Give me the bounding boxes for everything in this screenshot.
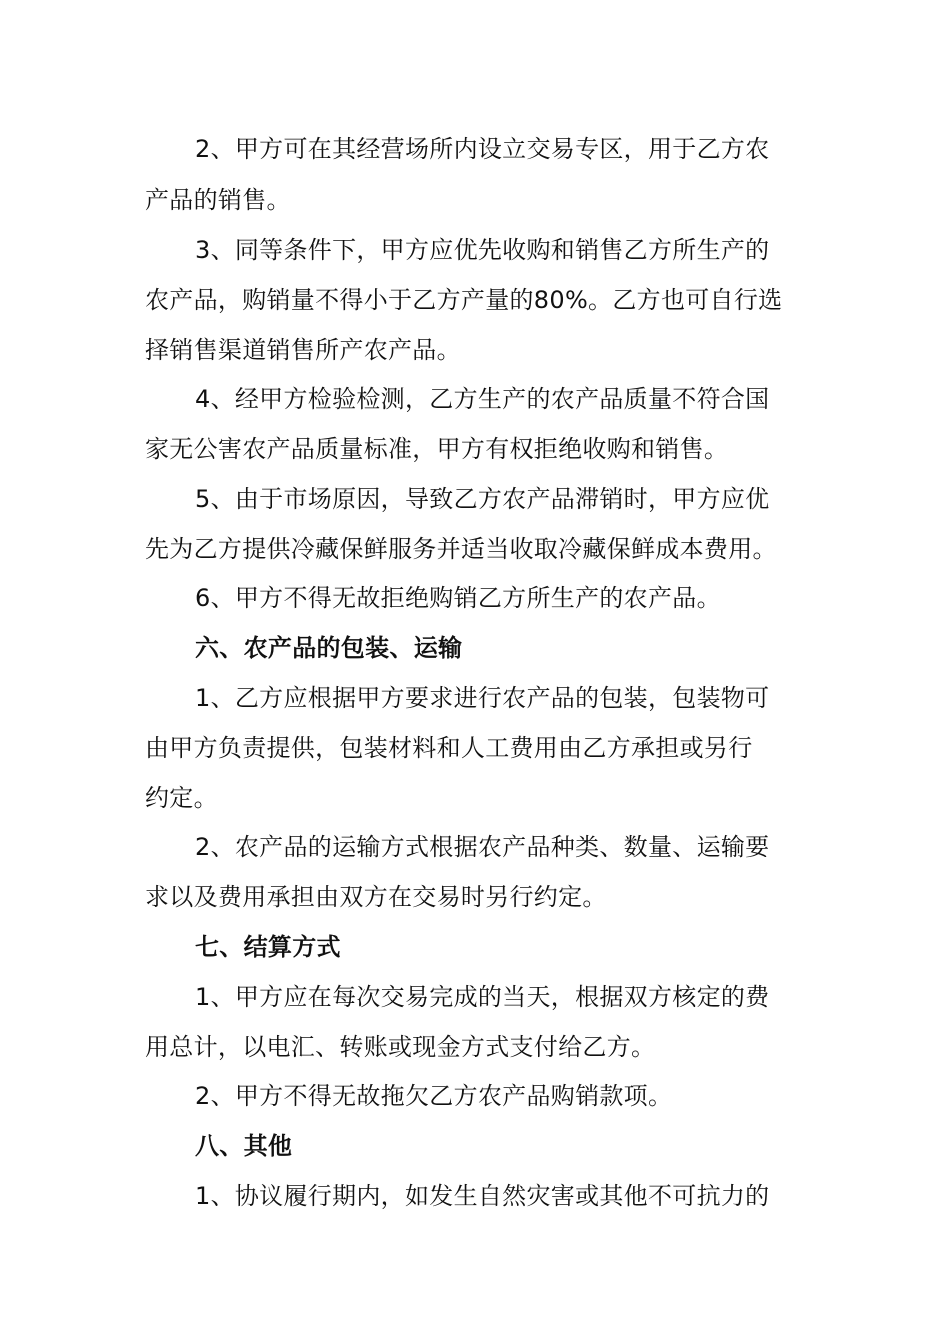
paragraph-line: 产品的销售。	[145, 186, 291, 214]
paragraph-line: 由甲方负责提供，包装材料和人工费用由乙方承担或另行	[145, 734, 753, 762]
paragraph-line: 农产品，购销量不得小于乙方产量的80%。乙方也可自行选	[145, 286, 783, 314]
section-heading: 六、农产品的包装、运输	[195, 634, 463, 662]
paragraph-line: 1、甲方应在每次交易完成的当天，根据双方核定的费	[195, 983, 770, 1011]
section-heading: 七、结算方式	[195, 933, 341, 961]
paragraph-line: 6、甲方不得无故拒绝购销乙方所生产的农产品。	[195, 584, 721, 612]
paragraph-line: 2、甲方可在其经营场所内设立交易专区，用于乙方农	[195, 135, 770, 163]
paragraph-line: 择销售渠道销售所产农产品。	[145, 336, 461, 364]
paragraph-line: 约定。	[145, 784, 218, 812]
paragraph-line: 1、乙方应根据甲方要求进行农产品的包装，包装物可	[195, 684, 770, 712]
paragraph-line: 先为乙方提供冷藏保鲜服务并适当收取冷藏保鲜成本费用。	[145, 535, 777, 563]
paragraph-line: 2、甲方不得无故拖欠乙方农产品购销款项。	[195, 1082, 673, 1110]
paragraph-line: 5、由于市场原因，导致乙方农产品滞销时，甲方应优	[195, 485, 770, 513]
paragraph-line: 用总计，以电汇、转账或现金方式支付给乙方。	[145, 1033, 656, 1061]
paragraph-line: 3、同等条件下，甲方应优先收购和销售乙方所生产的	[195, 236, 770, 264]
paragraph-line: 4、经甲方检验检测，乙方生产的农产品质量不符合国	[195, 385, 770, 413]
paragraph-line: 家无公害农产品质量标准，甲方有权拒绝收购和销售。	[145, 435, 729, 463]
section-heading: 八、其他	[195, 1132, 293, 1160]
paragraph-line: 1、协议履行期内，如发生自然灾害或其他不可抗力的	[195, 1182, 770, 1210]
paragraph-line: 2、农产品的运输方式根据农产品种类、数量、运输要	[195, 833, 770, 861]
paragraph-line: 求以及费用承担由双方在交易时另行约定。	[145, 883, 607, 911]
